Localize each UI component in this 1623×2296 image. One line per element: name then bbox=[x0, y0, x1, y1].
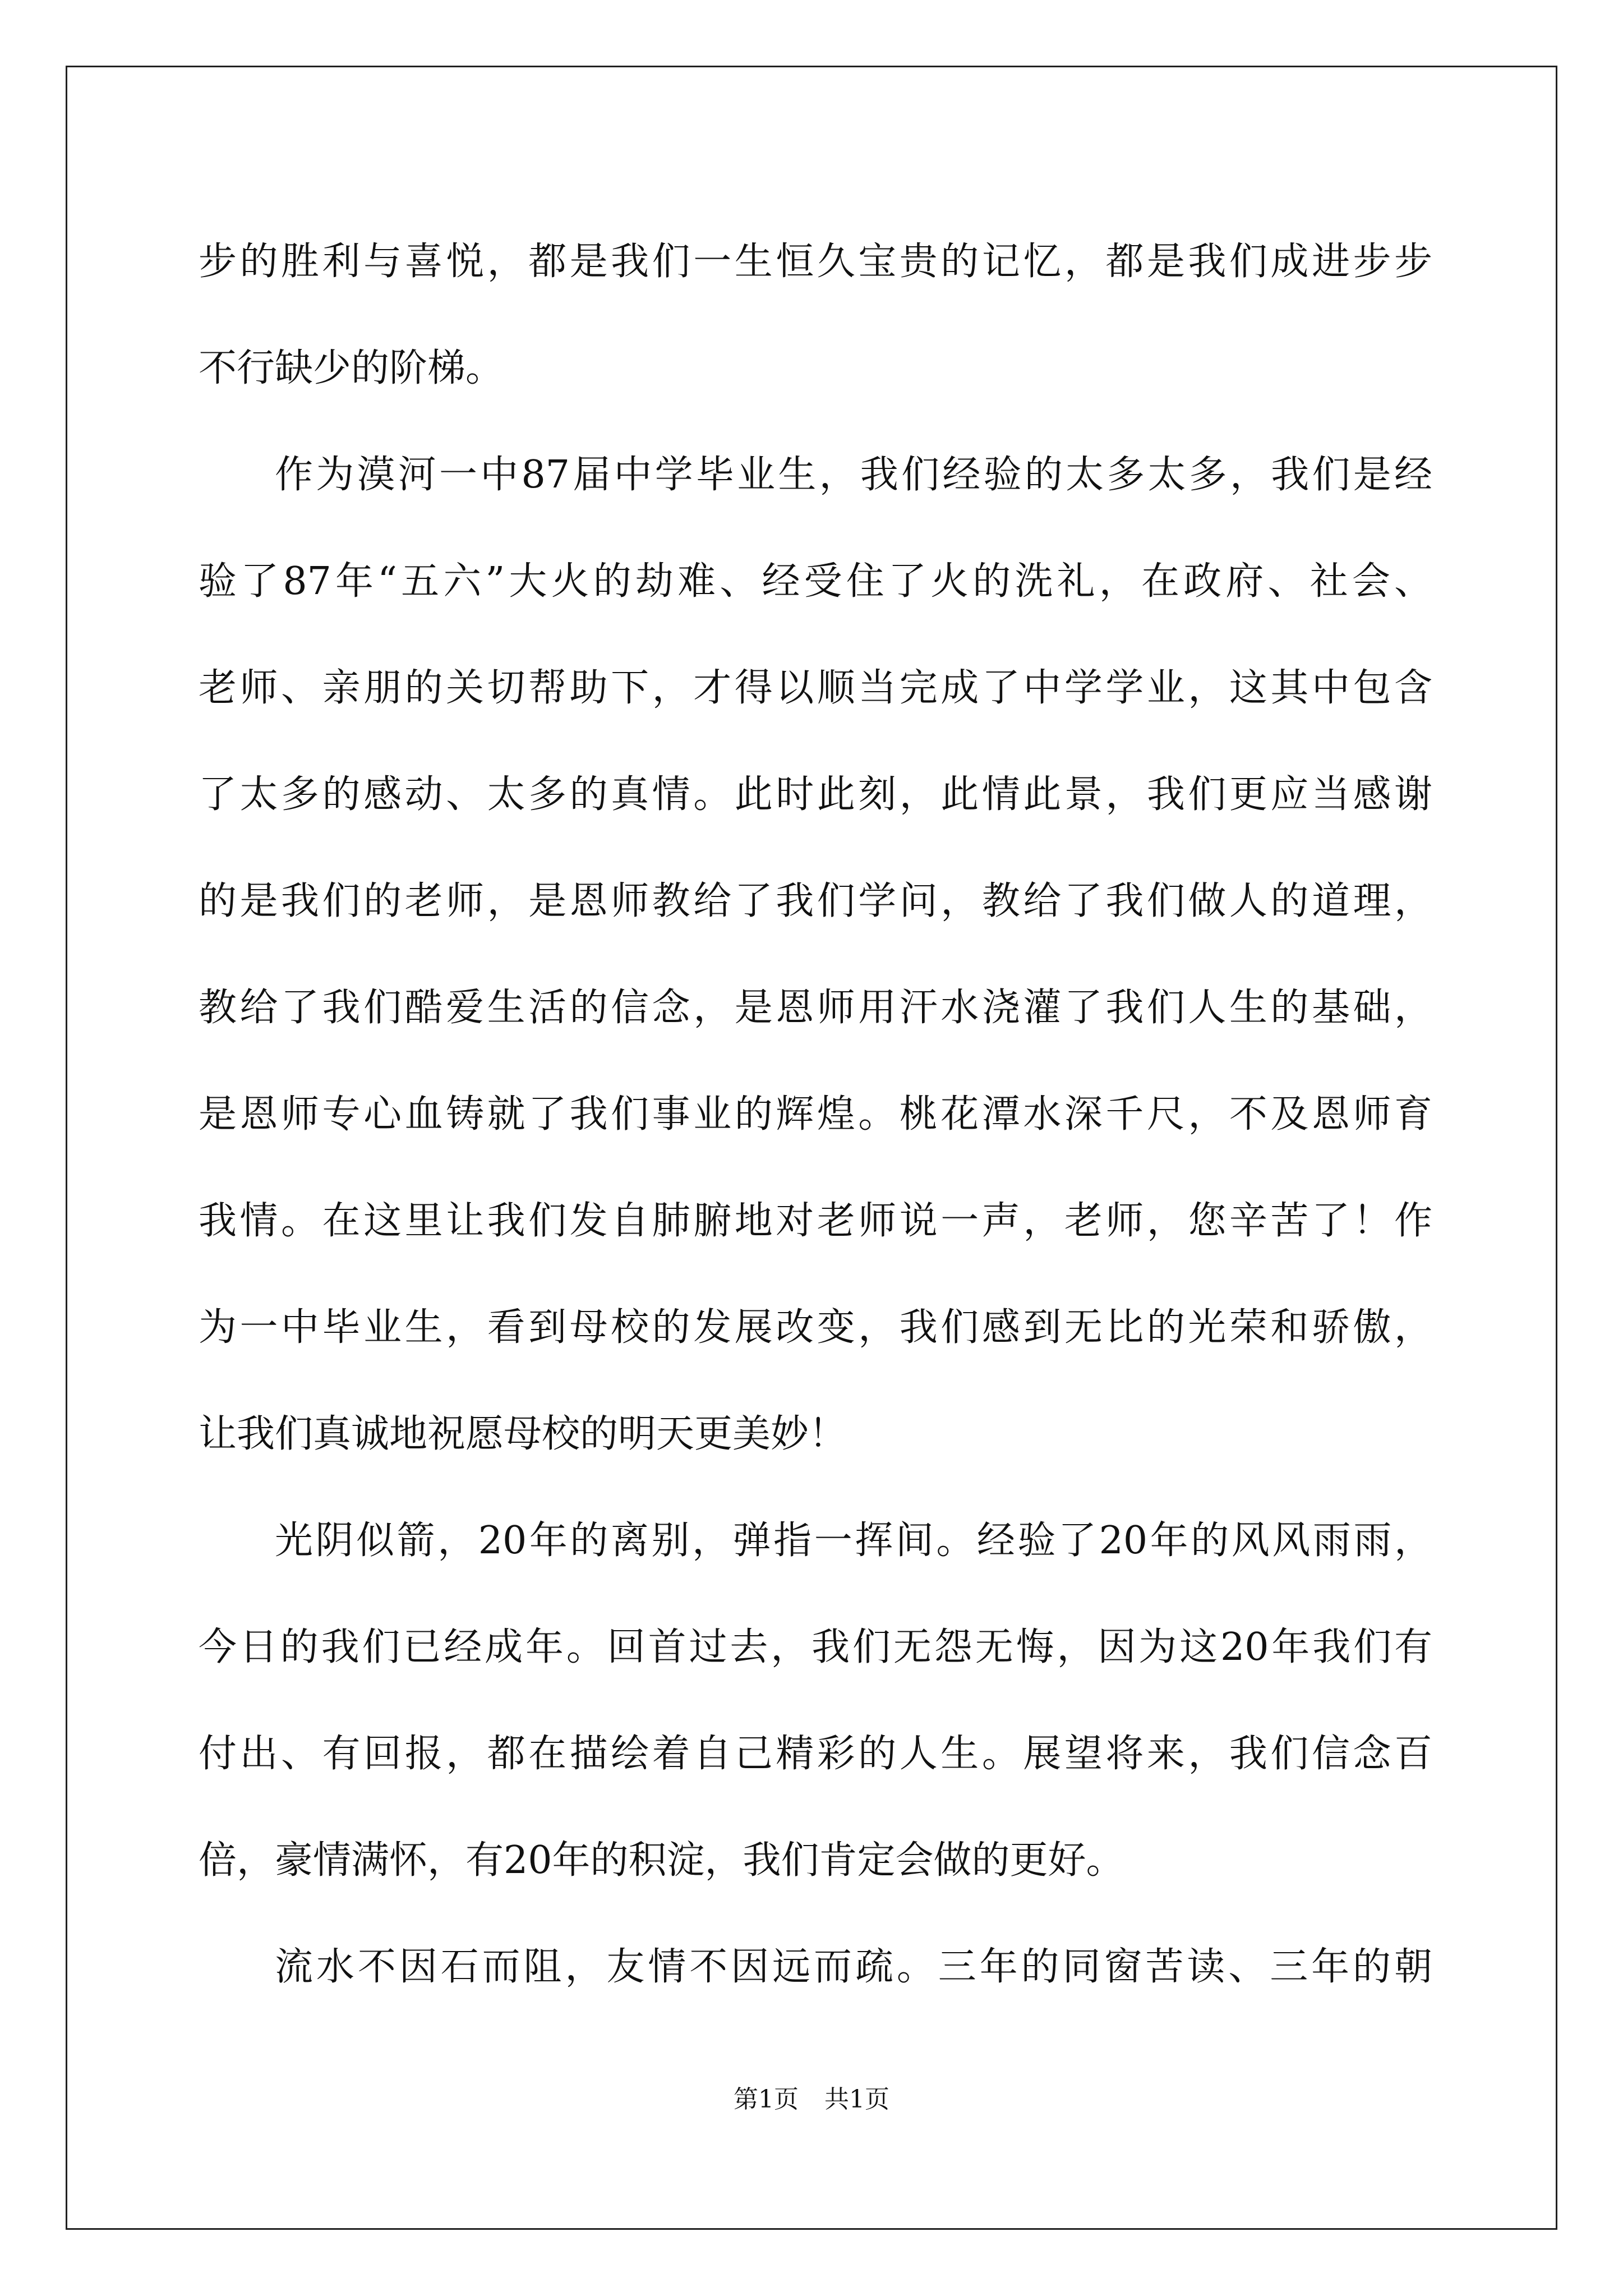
text-line: 老师、亲朋的关切帮助下，才得以顺当完成了中学学业，这其中包含 bbox=[199, 666, 1432, 710]
text-line: 不行缺少的阶梯。 bbox=[199, 346, 504, 390]
page-number: 第1页 bbox=[734, 2085, 799, 2114]
document-body bbox=[199, 209, 1432, 2021]
text-line: 步的胜利与喜悦，都是我们一生恒久宝贵的记忆，都是我们成进步步 bbox=[199, 240, 1432, 284]
text-line: 教给了我们酷爱生活的信念，是恩师用汗水浇灌了我们人生的基础， bbox=[199, 986, 1432, 1030]
text-line: 我情。在这里让我们发自肺腑地对老师说一声，老师，您辛苦了！作 bbox=[199, 1199, 1432, 1243]
text-line: 流水不因石而阻，友情不因远而疏。三年的同窗苦读、三年的朝 bbox=[275, 1945, 1432, 1989]
text-line: 的是我们的老师，是恩师教给了我们学问，教给了我们做人的道理， bbox=[199, 879, 1432, 923]
text-line: 是恩师专心血铸就了我们事业的辉煌。桃花潭水深千尺，不及恩师育 bbox=[199, 1092, 1432, 1137]
text-line: 验了87年“五六”大火的劫难、经受住了火的洗礼，在政府、社会、 bbox=[199, 559, 1432, 604]
text-line: 付出、有回报，都在描绘着自己精彩的人生。展望将来，我们信念百 bbox=[199, 1732, 1432, 1776]
text-line: 了太多的感动、太多的真情。此时此刻，此情此景，我们更应当感谢 bbox=[199, 772, 1432, 817]
page-footer bbox=[0, 2079, 1623, 2115]
text-line: 让我们真诚地祝愿母校的明天更美妙！ bbox=[199, 1412, 847, 1456]
page-total: 共1页 bbox=[824, 2085, 889, 2114]
text-line: 倍，豪情满怀，有20年的积淀，我们肯定会做的更好。 bbox=[199, 1838, 1124, 1883]
text-line: 作为漠河一中87届中学毕业生，我们经验的太多太多，我们是经 bbox=[275, 453, 1432, 497]
text-line: 光阴似箭，20年的离别，弹指一挥间。经验了20年的风风雨雨， bbox=[275, 1519, 1432, 1563]
text-line: 为一中毕业生，看到母校的发展改变，我们感到无比的光荣和骄傲， bbox=[199, 1305, 1432, 1350]
text-line: 今日的我们已经成年。回首过去，我们无怨无悔，因为这20年我们有 bbox=[199, 1625, 1432, 1669]
